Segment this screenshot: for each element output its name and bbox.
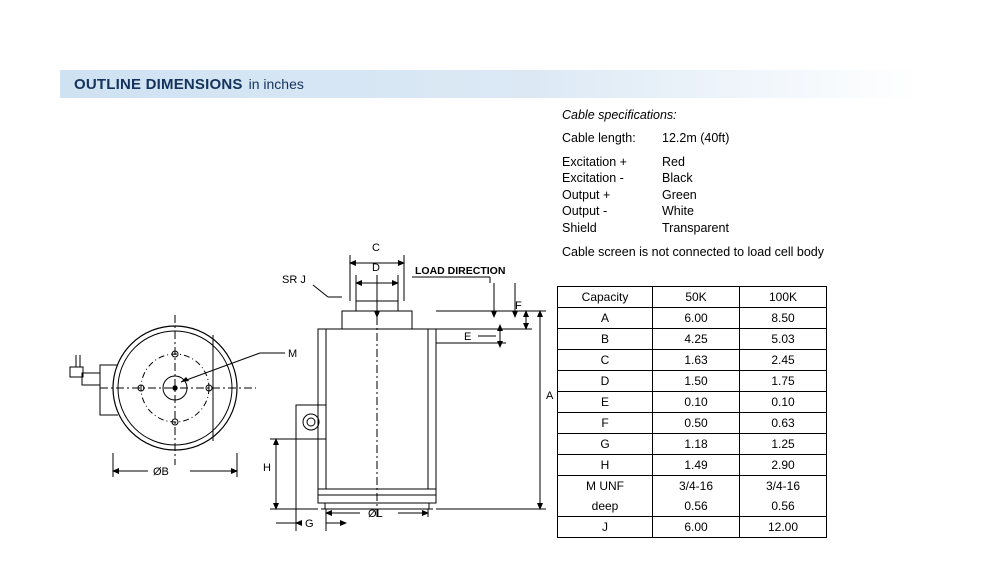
label-g: G xyxy=(305,518,314,530)
label-m: M xyxy=(288,348,298,360)
cable-spec-value: White xyxy=(662,204,694,218)
dim-100k: 1.75 xyxy=(740,371,827,392)
dim-100k: 2.90 xyxy=(740,455,827,476)
table-header-cell: 100K xyxy=(740,287,827,308)
dim-label: M UNF xyxy=(558,476,653,497)
dim-label: H xyxy=(558,455,653,476)
dim-50k: 6.00 xyxy=(653,517,740,538)
dim-label: deep xyxy=(558,496,653,517)
table-row xyxy=(558,350,827,371)
dim-100k: 8.50 xyxy=(740,308,827,329)
dim-50k: 3/4-16 xyxy=(653,476,740,497)
side-view xyxy=(296,285,436,517)
dim-h xyxy=(270,439,318,509)
table-row xyxy=(558,392,827,413)
table-header-row xyxy=(558,287,827,308)
table-row xyxy=(558,434,827,455)
cable-spec-value: Transparent xyxy=(662,220,729,235)
outline-drawing xyxy=(60,225,560,545)
dim-100k: 0.10 xyxy=(740,392,827,413)
table-row xyxy=(558,371,827,392)
cable-spec-title: Cable specifications: xyxy=(562,108,677,122)
label-sr-j: SR J xyxy=(282,274,306,286)
dim-50k: 1.50 xyxy=(653,371,740,392)
cable-spec-label: Excitation - xyxy=(562,171,624,185)
dim-50k: 1.63 xyxy=(653,350,740,371)
dim-50k: 6.00 xyxy=(653,308,740,329)
dim-50k: 0.56 xyxy=(653,496,740,517)
cable-spec-row xyxy=(562,203,912,220)
label-ob: ØB xyxy=(153,466,169,478)
cable-spec-value: Green xyxy=(662,187,697,202)
cable-spec-label: Excitation + xyxy=(562,154,627,169)
dim-50k: 0.10 xyxy=(653,392,740,413)
table-header-cell: Capacity xyxy=(558,287,653,308)
leader-sr-j xyxy=(313,285,342,297)
cable-spec-row xyxy=(562,130,912,147)
table-row xyxy=(558,496,827,517)
dim-label: D xyxy=(558,371,653,392)
dim-100k: 1.25 xyxy=(740,434,827,455)
cable-spec-value: 12.2m (40ft) xyxy=(662,131,730,145)
dim-a xyxy=(436,311,546,509)
cable-spec-row xyxy=(562,170,912,187)
table-row xyxy=(558,455,827,476)
cable-spec-value: Red xyxy=(662,154,685,169)
cable-screen-note: Cable screen is not connected to load cell body xyxy=(562,245,824,259)
section-banner xyxy=(60,70,920,98)
dim-label: B xyxy=(558,329,653,350)
label-a: A xyxy=(546,390,554,402)
cable-spec-label: Cable length: xyxy=(562,131,636,145)
dim-100k: 3/4-16 xyxy=(740,476,827,497)
cable-spec-value: Black xyxy=(662,171,693,185)
dim-label: E xyxy=(558,392,653,413)
cable-spec-label: Output - xyxy=(562,204,608,218)
dim-label: G xyxy=(558,434,653,455)
label-c: C xyxy=(372,242,380,254)
table-row xyxy=(558,413,827,434)
label-e: E xyxy=(464,331,472,343)
cable-spec-row xyxy=(562,187,912,204)
dimensions-table xyxy=(557,286,827,538)
dim-label: J xyxy=(558,517,653,538)
dim-100k: 5.03 xyxy=(740,329,827,350)
table-header-cell: 50K xyxy=(653,287,740,308)
table-row xyxy=(558,517,827,538)
dim-100k: 0.63 xyxy=(740,413,827,434)
dim-label: F xyxy=(558,413,653,434)
table-row xyxy=(558,476,827,497)
label-f: F xyxy=(515,300,522,312)
label-ol: ØL xyxy=(368,508,383,520)
dim-f xyxy=(436,311,532,329)
dim-50k: 0.50 xyxy=(653,413,740,434)
dim-label: A xyxy=(558,308,653,329)
dim-label: C xyxy=(558,350,653,371)
page-title: OUTLINE DIMENSIONS xyxy=(74,75,243,93)
dim-50k: 1.49 xyxy=(653,455,740,476)
dim-100k: 2.45 xyxy=(740,350,827,371)
dim-100k: 12.00 xyxy=(740,517,827,538)
end-view xyxy=(70,315,256,465)
label-d: D xyxy=(372,262,380,274)
label-h: H xyxy=(263,462,271,474)
cable-specifications xyxy=(562,108,912,259)
table-row xyxy=(558,308,827,329)
cable-spec-row xyxy=(562,154,912,171)
load-cell-drawing-svg xyxy=(60,225,560,545)
dim-50k: 1.18 xyxy=(653,434,740,455)
cable-spec-label: Output + xyxy=(562,187,611,202)
dim-50k: 4.25 xyxy=(653,329,740,350)
table-row xyxy=(558,329,827,350)
cable-spec-row xyxy=(562,220,912,237)
label-load-direction: LOAD DIRECTION xyxy=(415,265,506,277)
cable-spec-label: Shield xyxy=(562,220,597,235)
dim-100k: 0.56 xyxy=(740,496,827,517)
page-subtitle: in inches xyxy=(248,76,304,92)
